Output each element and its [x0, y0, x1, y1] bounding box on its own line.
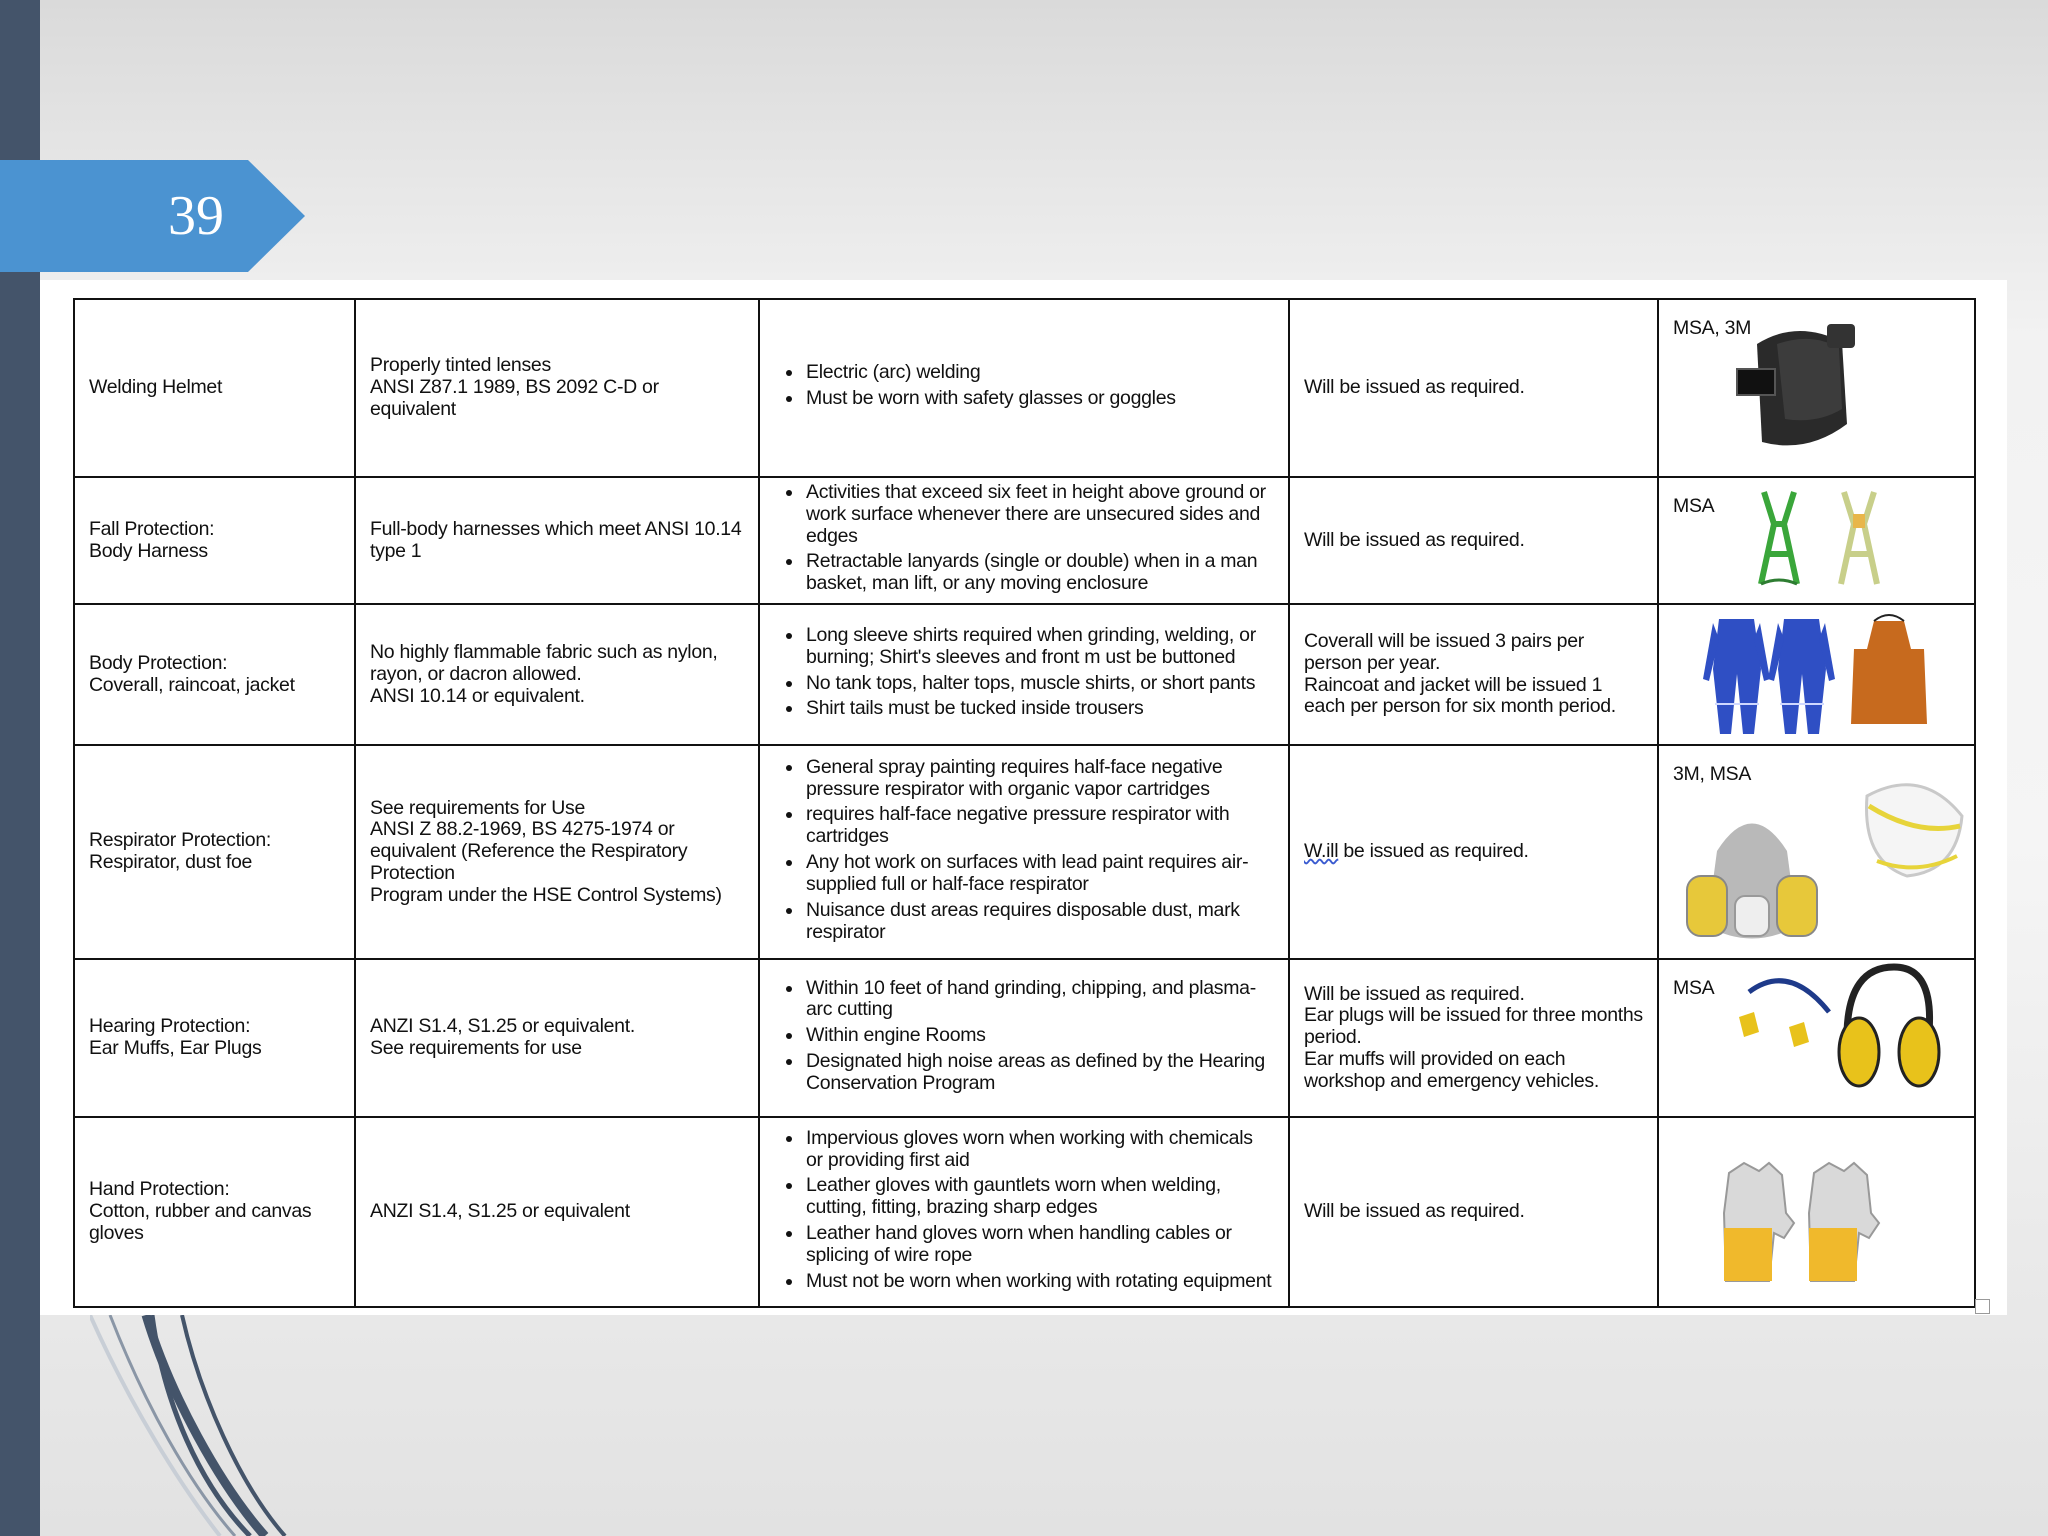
requirement-item: • General spray painting requires half-face negative pressure respirator with organic vapor cartridges — [804, 757, 1274, 801]
issue-cell: Will be issued as required. — [1289, 477, 1658, 604]
standard-cell: No highly flammable fabric such as nylon, rayon, or dacron allowed. ANSI 10.14 or equivalent. — [355, 604, 759, 745]
body-harness-icon — [1749, 484, 1899, 592]
brand-label: MSA — [1673, 495, 1715, 517]
table-row — [74, 477, 1975, 604]
issue-cell: Will be issued as required. — [1289, 1117, 1658, 1307]
image-cell — [1658, 604, 1975, 745]
page-number: 39 — [168, 185, 224, 247]
requirement-item: • requires half-face negative pressure respirator with cartridges — [804, 804, 1274, 848]
image-cell — [1658, 477, 1975, 604]
requirement-item: • Within 10 feet of hand grinding, chipping, and plasma-arc cutting — [804, 978, 1274, 1022]
requirement-item: • Activities that exceed six feet in height above ground or work surface whenever there are unsecured sides and edges — [804, 482, 1274, 547]
table-row — [74, 959, 1975, 1117]
requirement-item: • Leather gloves with gauntlets worn when welding, cutting, fitting, brazing sharp edges — [804, 1175, 1274, 1219]
ppe-type-cell: Hand Protection: Cotton, rubber and canvas gloves — [74, 1117, 355, 1307]
issue-cell: Will be issued as required. — [1289, 299, 1658, 477]
ear-muffs-plugs-icon — [1729, 962, 1949, 1092]
ppe-type-cell: Welding Helmet — [74, 299, 355, 477]
requirements-cell — [759, 959, 1289, 1117]
misspelled-word: W.ill — [1304, 840, 1339, 863]
requirement-item: • Shirt tails must be tucked inside trousers — [804, 698, 1274, 720]
requirement-item: • Electric (arc) welding — [804, 362, 1274, 384]
requirements-cell — [759, 1117, 1289, 1307]
requirement-item: • Must be worn with safety glasses or goggles — [804, 388, 1274, 410]
gloves-icon — [1714, 1153, 1894, 1283]
ppe-type-cell: Body Protection: Coverall, raincoat, jacket — [74, 604, 355, 745]
requirement-item: • Designated high noise areas as defined by the Hearing Conservation Program — [804, 1051, 1274, 1095]
brand-label: MSA, 3M — [1673, 317, 1752, 339]
ppe-type-cell: Respirator Protection: Respirator, dust foe — [74, 745, 355, 959]
resize-handle — [1975, 1299, 1990, 1314]
ppe-type-cell: Hearing Protection: Ear Muffs, Ear Plugs — [74, 959, 355, 1117]
coverall-apron-icon — [1699, 609, 1949, 739]
table-row — [74, 1117, 1975, 1307]
image-cell — [1658, 1117, 1975, 1307]
requirement-item: • Leather hand gloves worn when handling cables or splicing of wire rope — [804, 1223, 1274, 1267]
image-cell — [1658, 745, 1975, 959]
standard-cell: Properly tinted lenses ANSI Z87.1 1989, BS 2092 C-D or equivalent — [355, 299, 759, 477]
standard-cell: Full-body harnesses which meet ANSI 10.14 type 1 — [355, 477, 759, 604]
requirements-cell — [759, 745, 1289, 959]
respirator-mask-icon — [1677, 766, 1973, 956]
requirement-item: • Within engine Rooms — [804, 1025, 1274, 1047]
requirement-item: • Must not be worn when working with rotating equipment — [804, 1271, 1274, 1293]
requirements-cell — [759, 604, 1289, 745]
image-cell — [1658, 299, 1975, 477]
issue-cell — [1289, 745, 1658, 959]
issue-cell: Will be issued as required. Ear plugs will be issued for three months period. Ear muffs will provided on each workshop and emergency vehicles. — [1289, 959, 1658, 1117]
issue-text: be issued as required. — [1338, 840, 1529, 863]
requirements-cell — [759, 477, 1289, 604]
table-row — [74, 745, 1975, 959]
requirement-item: • Long sleeve shirts required when grinding, welding, or burning; Shirt's sleeves and front m ust be buttoned — [804, 625, 1274, 669]
requirement-item: • Retractable lanyards (single or double) when in a man basket, man lift, or any moving enclosure — [804, 551, 1274, 595]
image-cell — [1658, 959, 1975, 1117]
decorative-lines — [90, 1315, 310, 1536]
requirement-item: • Nuisance dust areas requires disposable dust, mark respirator — [804, 900, 1274, 944]
ppe-type-cell: Fall Protection: Body Harness — [74, 477, 355, 604]
welding-helmet-icon — [1727, 314, 1867, 456]
standard-cell: ANZI S1.4, S1.25 or equivalent — [355, 1117, 759, 1307]
ppe-table — [73, 298, 1976, 1308]
table-row — [74, 299, 1975, 477]
table-row — [74, 604, 1975, 745]
standard-cell: See requirements for Use ANSI Z 88.2-1969, BS 4275-1974 or equivalent (Reference the Respiratory Protection Program under the HSE Control Systems) — [355, 745, 759, 959]
requirement-item: • No tank tops, halter tops, muscle shirts, or short pants — [804, 673, 1274, 695]
requirement-item: • Any hot work on surfaces with lead paint requires air-supplied full or half-face respirator — [804, 852, 1274, 896]
requirement-item: • Impervious gloves worn when working with chemicals or providing first aid — [804, 1128, 1274, 1172]
standard-cell: ANZI S1.4, S1.25 or equivalent. See requirements for use — [355, 959, 759, 1117]
issue-cell: Coverall will be issued 3 pairs per person per year. Raincoat and jacket will be issued 1 each per person for six month period. — [1289, 604, 1658, 745]
brand-label: 3M, MSA — [1673, 763, 1752, 786]
brand-label: MSA — [1673, 977, 1715, 1000]
requirements-cell — [759, 299, 1289, 477]
